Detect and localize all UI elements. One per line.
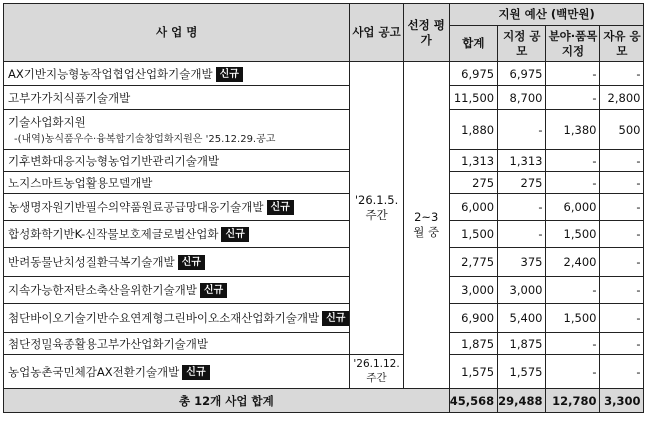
total-designated: 29,488 xyxy=(498,389,546,413)
header-eval: 선정 평가 xyxy=(403,4,449,62)
new-badge: 신규 xyxy=(267,200,294,215)
total-label: 총 12개 사업 합계 xyxy=(4,389,450,413)
new-badge: 신규 xyxy=(182,365,209,380)
project-name: AX기반지능형농작업협업산업화기술개발 xyxy=(8,66,213,81)
total-field: 12,780 xyxy=(546,389,600,413)
value-sum: 1,575 xyxy=(449,355,497,389)
value-free: - xyxy=(600,248,644,277)
new-badge: 신규 xyxy=(322,311,349,326)
value-free: - xyxy=(600,194,644,221)
project-name-cell xyxy=(4,194,350,221)
value-designated: 1,875 xyxy=(498,333,546,355)
project-name-cell xyxy=(4,221,350,248)
value-sum: 3,000 xyxy=(449,277,497,304)
value-designated: 375 xyxy=(498,248,546,277)
project-name: 농생명자원기반필수의약품원료공급망대응기술개발 xyxy=(8,200,264,214)
project-name-cell xyxy=(4,355,350,389)
project-name: 첨단정밀육종활용고부가산업화기술개발 xyxy=(8,336,208,351)
value-designated: - xyxy=(498,110,546,150)
value-sum: 1,875 xyxy=(449,333,497,355)
value-designated: - xyxy=(498,221,546,248)
value-field: 2,400 xyxy=(546,248,600,277)
project-name-cell xyxy=(4,150,350,172)
header-free: 자유 응모 xyxy=(600,26,644,62)
value-designated: 1,575 xyxy=(498,355,546,389)
value-sum: 1,313 xyxy=(449,150,497,172)
value-field: - xyxy=(546,333,600,355)
project-name-cell xyxy=(4,86,350,110)
value-sum: 1,500 xyxy=(449,221,497,248)
value-field: - xyxy=(546,62,600,86)
value-free: 2,800 xyxy=(600,86,644,110)
value-free: - xyxy=(600,304,644,333)
header-designated: 지정 공모 xyxy=(498,26,546,62)
header-announce: 사업 공고 xyxy=(350,4,403,62)
value-sum: 6,975 xyxy=(449,62,497,86)
project-name: 기후변화대응지능형농업기반관리기술개발 xyxy=(8,153,220,168)
project-name: 반려동물난치성질환극복기술개발 xyxy=(8,255,175,269)
project-note: -(내역)농식품우수·융복합기술창업화지원은 '25.12.29.공고 xyxy=(14,134,276,145)
table-row xyxy=(4,248,644,277)
value-free: - xyxy=(600,333,644,355)
project-name: 농업농촌국민체감AX전환기술개발 xyxy=(8,364,180,379)
project-name-cell xyxy=(4,333,350,355)
new-badge: 신규 xyxy=(200,283,227,298)
value-field: 1,500 xyxy=(546,221,600,248)
value-sum: 1,880 xyxy=(449,110,497,150)
value-sum: 2,775 xyxy=(449,248,497,277)
project-name: 기술사업화지원 xyxy=(8,115,86,129)
value-designated: 5,400 xyxy=(498,304,546,333)
new-badge: 신규 xyxy=(178,255,205,270)
value-free: - xyxy=(600,172,644,194)
announce-cell-group1: '26.1.5. 주간 xyxy=(350,62,403,355)
value-free: - xyxy=(600,221,644,248)
project-name-cell xyxy=(4,62,350,86)
table-row xyxy=(4,333,644,355)
value-field: - xyxy=(546,355,600,389)
value-designated: 3,000 xyxy=(498,277,546,304)
table-row xyxy=(4,172,644,194)
total-row xyxy=(4,389,644,413)
value-field: - xyxy=(546,277,600,304)
project-name-cell xyxy=(4,110,350,150)
total-free: 3,300 xyxy=(600,389,644,413)
table-row xyxy=(4,277,644,304)
value-sum: 275 xyxy=(449,172,497,194)
value-field: 1,380 xyxy=(546,110,600,150)
header-field: 분야·품목 지정 xyxy=(546,26,600,62)
budget-table xyxy=(3,3,644,413)
project-name: 첨단바이오기술기반수요연계형그린바이오소재산업화기술개발 xyxy=(8,311,320,325)
table-row xyxy=(4,86,644,110)
value-designated: 275 xyxy=(498,172,546,194)
project-name: 합성화학기반K-신작물보호제글로벌산업화 xyxy=(8,227,219,241)
value-free: 500 xyxy=(600,110,644,150)
value-field: - xyxy=(546,86,600,110)
value-designated: 6,975 xyxy=(498,62,546,86)
header-name: 사 업 명 xyxy=(4,4,350,62)
announce-cell-group2: '26.1.12. 주간 xyxy=(350,355,403,389)
value-free: - xyxy=(600,150,644,172)
table-row xyxy=(4,62,644,86)
header-sum: 합계 xyxy=(449,26,497,62)
value-sum: 6,900 xyxy=(449,304,497,333)
value-designated: - xyxy=(498,194,546,221)
eval-cell: 2~3월 중 xyxy=(403,62,449,389)
project-name: 노지스마트농업활용모델개발 xyxy=(8,175,153,190)
project-name-cell xyxy=(4,304,350,333)
project-name-cell xyxy=(4,277,350,304)
table-row xyxy=(4,221,644,248)
table-row xyxy=(4,355,644,389)
project-name-cell xyxy=(4,248,350,277)
project-name: 지속가능한저탄소축산을위한기술개발 xyxy=(8,283,197,297)
value-designated: 8,700 xyxy=(498,86,546,110)
new-badge: 신규 xyxy=(216,67,243,82)
table-row xyxy=(4,150,644,172)
project-name: 고부가가치식품기술개발 xyxy=(8,90,131,105)
project-name-cell xyxy=(4,172,350,194)
header-budget: 지원 예산 (백만원) xyxy=(449,4,644,26)
value-field: - xyxy=(546,172,600,194)
value-free: - xyxy=(600,355,644,389)
total-sum: 45,568 xyxy=(449,389,497,413)
value-free: - xyxy=(600,277,644,304)
value-designated: 1,313 xyxy=(498,150,546,172)
value-field: 6,000 xyxy=(546,194,600,221)
table-row xyxy=(4,194,644,221)
new-badge: 신규 xyxy=(221,227,248,242)
table-row xyxy=(4,110,644,150)
value-field: - xyxy=(546,150,600,172)
value-free: - xyxy=(600,62,644,86)
table-row xyxy=(4,304,644,333)
value-sum: 6,000 xyxy=(449,194,497,221)
value-sum: 11,500 xyxy=(449,86,497,110)
value-field: 1,500 xyxy=(546,304,600,333)
